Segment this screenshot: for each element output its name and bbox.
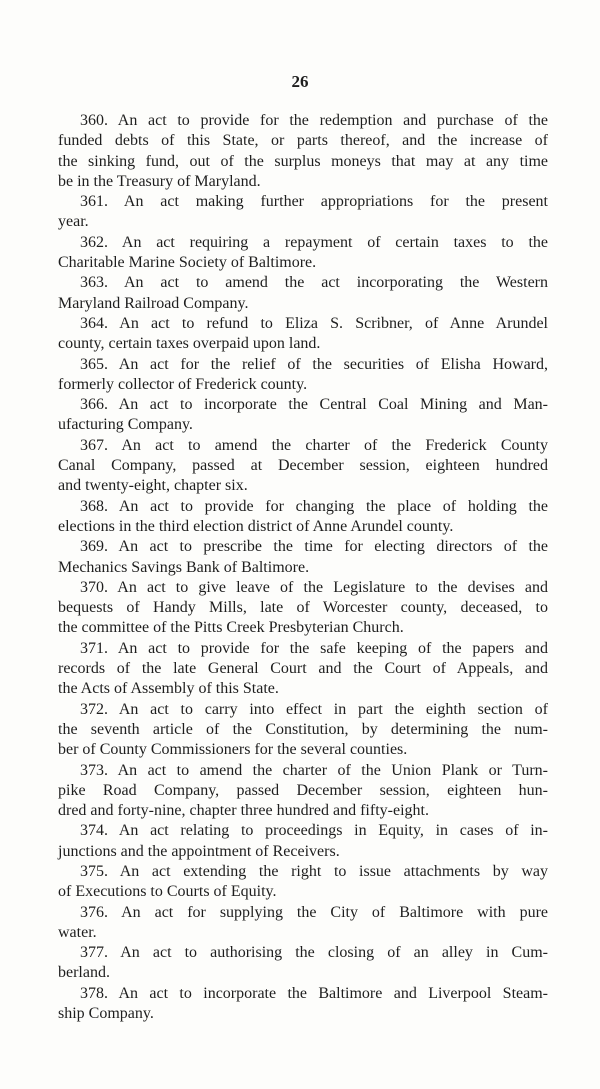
act-text-line: the Acts of Assembly of this State.: [58, 680, 279, 698]
act-entry: [58, 233, 548, 274]
act-text-line: 362. An act requiring a repayment of certain taxes to the: [80, 233, 548, 251]
act-text-line: 365. An act for the relief of the securities of Elisha Howard,: [80, 355, 548, 373]
act-text-line: 366. An act to incorporate the Central Coal Mining and Man-: [80, 396, 548, 414]
act-entry: [58, 700, 548, 761]
act-text-line: 367. An act to amend the charter of the Frederick County: [80, 436, 548, 454]
act-text-line: year.: [58, 213, 89, 231]
act-entry: [58, 578, 548, 639]
act-text-line: pike Road Company, passed December session, eighteen hun-: [58, 781, 548, 799]
act-entry: [58, 395, 548, 436]
act-entry: [58, 497, 548, 538]
act-text-line: bequests of Handy Mills, late of Worcester county, deceased, to: [58, 599, 548, 617]
act-text-line: and twenty-eight, chapter six.: [58, 477, 248, 495]
act-text-line: 363. An act to amend the act incorporating the Western: [80, 274, 548, 292]
act-entry: [58, 273, 548, 314]
act-entry: [58, 903, 548, 944]
act-text-line: 371. An act to provide for the safe keeping of the papers and: [80, 639, 548, 657]
act-text-line: junctions and the appointment of Receivers.: [58, 842, 340, 860]
act-text-line: be in the Treasury of Maryland.: [58, 172, 261, 190]
act-entry: [58, 761, 548, 822]
act-text-line: 374. An act relating to proceedings in Equity, in cases of in-: [80, 822, 548, 840]
act-text-line: the seventh article of the Constitution, by determining the num-: [58, 720, 548, 738]
act-text-line: ufacturing Company.: [58, 416, 193, 434]
act-text-line: 368. An act to provide for changing the place of holding the: [80, 497, 548, 515]
acts-list: [58, 111, 548, 1024]
act-text-line: 378. An act to incorporate the Baltimore and Liverpool Steam-: [80, 984, 548, 1002]
act-text-line: 373. An act to amend the charter of the Union Plank or Turn-: [80, 761, 548, 779]
act-text-line: county, certain taxes overpaid upon land.: [58, 335, 321, 353]
act-entry: [58, 111, 548, 192]
act-text-line: ship Company.: [58, 1005, 154, 1023]
act-entry: [58, 192, 548, 233]
act-text-line: dred and forty-nine, chapter three hundred and fifty-eight.: [58, 802, 429, 820]
act-text-line: 375. An act extending the right to issue attachments by way: [80, 862, 548, 880]
act-text-line: berland.: [58, 964, 110, 982]
act-text-line: water.: [58, 923, 97, 941]
act-text-line: 369. An act to prescribe the time for electing directors of the: [80, 538, 548, 556]
act-text-line: records of the late General Court and the Court of Appeals, and: [58, 660, 548, 678]
act-text-line: 360. An act to provide for the redemption and purchase of the: [80, 112, 548, 129]
act-entry: [58, 314, 548, 355]
act-text-line: 370. An act to give leave of the Legislature to the devises and: [80, 578, 548, 596]
act-text-line: funded debts of this State, or parts thereof, and the increase of: [58, 132, 548, 150]
act-entry: [58, 821, 548, 862]
act-text-line: ber of County Commissioners for the several counties.: [58, 741, 408, 759]
act-text-line: Maryland Railroad Company.: [58, 294, 249, 312]
act-text-line: of Executions to Courts of Equity.: [58, 883, 277, 901]
act-text-line: the committee of the Pitts Creek Presbyterian Church.: [58, 619, 404, 637]
act-entry: [58, 355, 548, 396]
act-text-line: 361. An act making further appropriations for the present: [80, 193, 548, 211]
act-text-line: 372. An act to carry into effect in part the eighth section of: [80, 700, 548, 718]
act-text-line: elections in the third election district of Anne Arundel county.: [58, 517, 454, 535]
act-entry: [58, 943, 548, 984]
page-number: 26: [291, 72, 309, 91]
act-text-line: formerly collector of Frederick county.: [58, 375, 308, 393]
act-text-line: 364. An act to refund to Eliza S. Scribner, of Anne Arundel: [80, 314, 548, 332]
act-text-line: Mechanics Savings Bank of Baltimore.: [58, 558, 310, 576]
act-text-line: Canal Company, passed at December session, eighteen hundred: [58, 457, 548, 475]
act-entry: [58, 862, 548, 903]
act-entry: [58, 537, 548, 578]
act-text-line: the sinking fund, out of the surplus moneys that may at any time: [58, 152, 548, 170]
act-text-line: Charitable Marine Society of Baltimore.: [58, 254, 317, 272]
act-entry: [58, 984, 548, 1025]
act-text-line: 376. An act for supplying the City of Baltimore with pure: [80, 903, 548, 921]
act-text-line: 377. An act to authorising the closing of an alley in Cum-: [80, 944, 548, 962]
act-entry: [58, 436, 548, 497]
act-entry: [58, 639, 548, 700]
